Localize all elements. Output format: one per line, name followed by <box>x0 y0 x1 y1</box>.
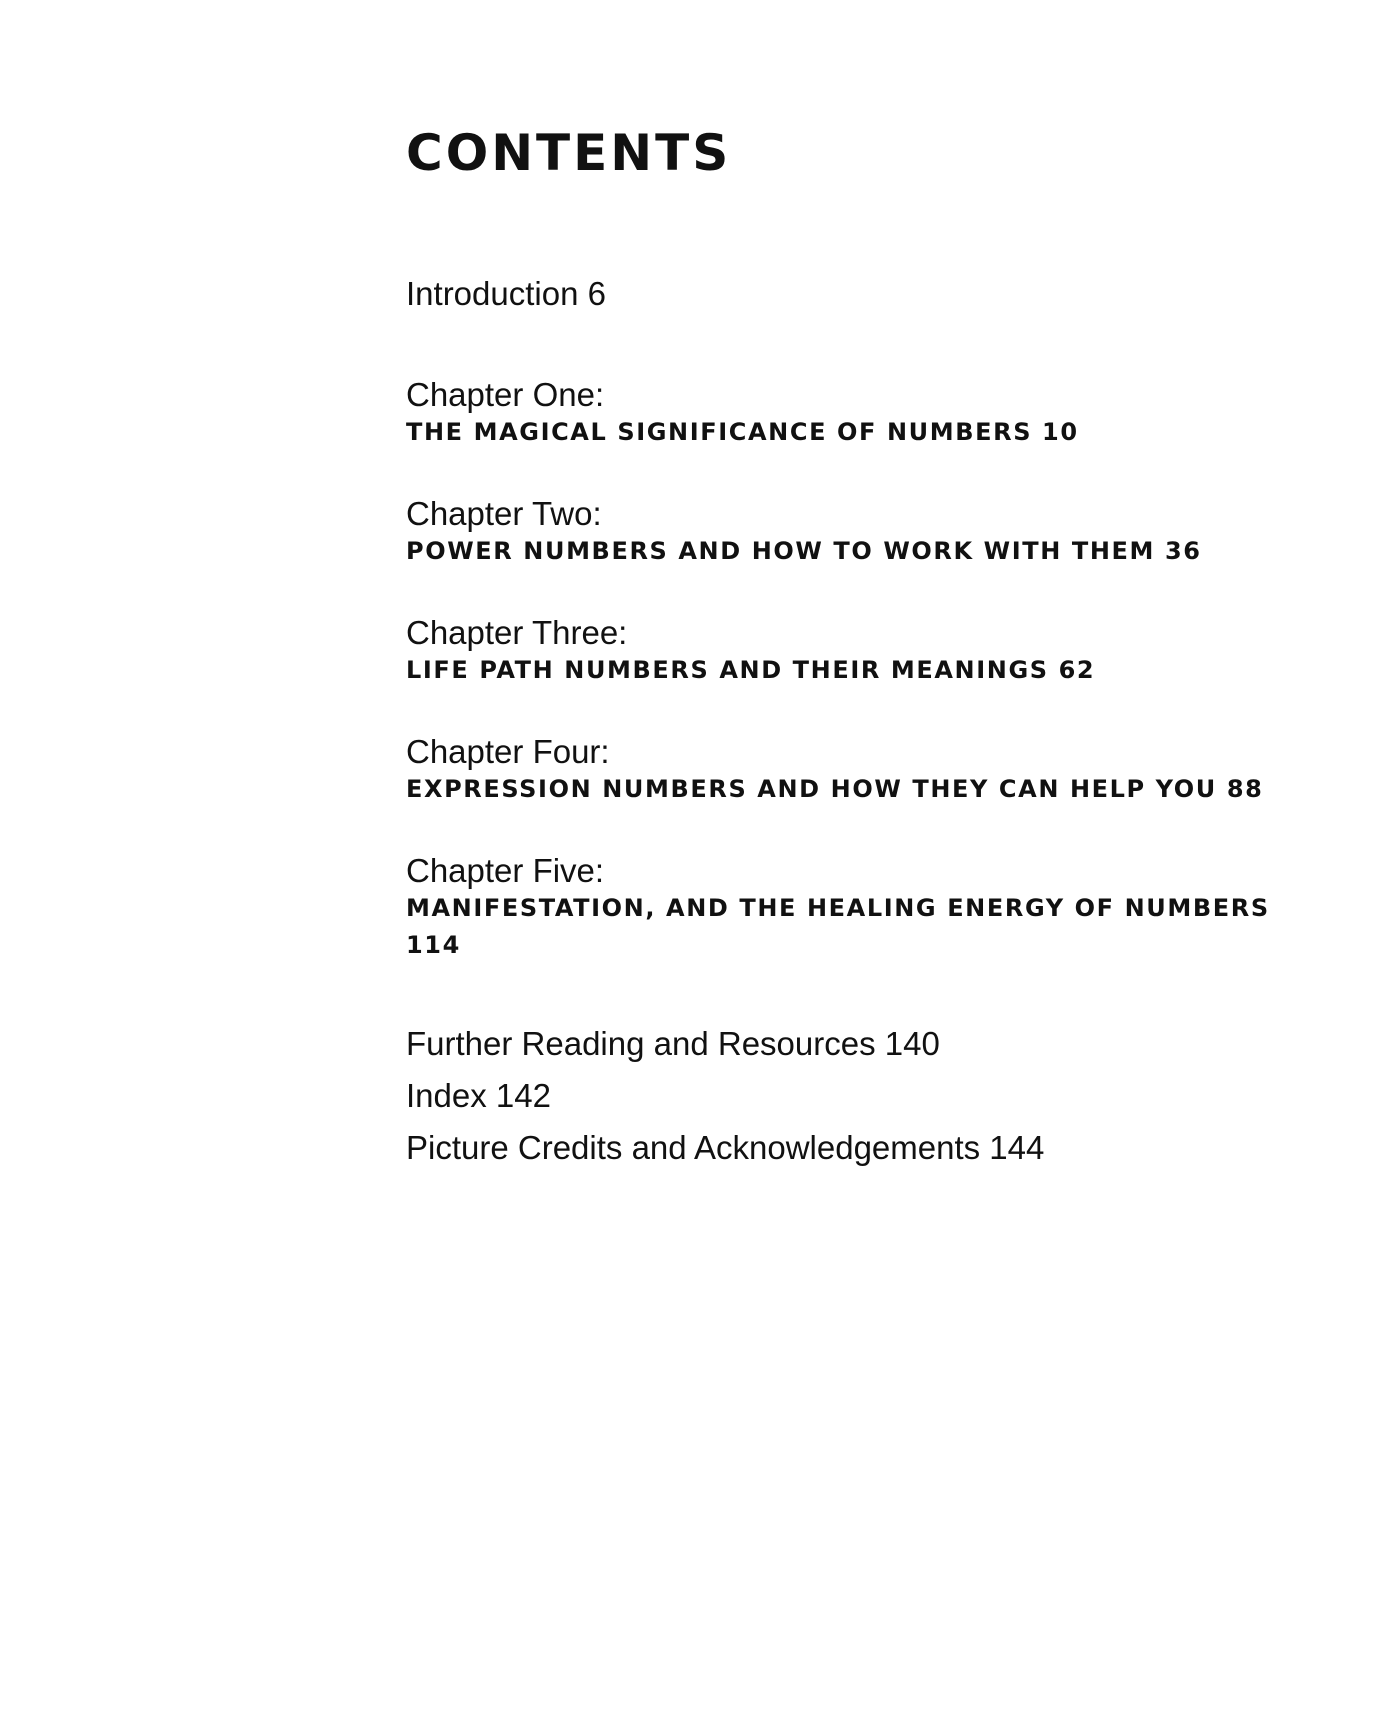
chapter-title: MANIFESTATION, AND THE HEALING ENERGY OF NUMBERS 114 <box>406 894 1270 959</box>
toc-entry-introduction[interactable]: Introduction 6 <box>406 275 606 312</box>
chapter-label: Chapter Three: <box>406 614 628 651</box>
chapter-title: POWER NUMBERS AND HOW TO WORK WITH THEM 36 <box>406 537 1202 565</box>
chapter-title: LIFE PATH NUMBERS AND THEIR MEANINGS 62 <box>406 656 1096 684</box>
toc-chapter-two[interactable] <box>406 495 1306 570</box>
toc-entry-picture-credits[interactable]: Picture Credits and Acknowledgements 144 <box>406 1129 1045 1166</box>
chapter-label: Chapter Five: <box>406 852 605 889</box>
toc-entry-further-reading[interactable]: Further Reading and Resources 140 <box>406 1025 940 1062</box>
chapter-title: EXPRESSION NUMBERS AND HOW THEY CAN HELP YOU 88 <box>406 775 1264 803</box>
toc-chapter-one[interactable] <box>406 376 1306 451</box>
page-title: CONTENTS <box>406 124 732 182</box>
toc-chapter-four[interactable] <box>406 733 1306 808</box>
chapter-title: THE MAGICAL SIGNIFICANCE OF NUMBERS 10 <box>406 418 1079 446</box>
toc-chapter-five[interactable] <box>406 852 1306 964</box>
toc-backmatter <box>406 1018 1306 1174</box>
toc-entry-index[interactable]: Index 142 <box>406 1077 551 1114</box>
chapter-label: Chapter Four: <box>406 733 610 770</box>
contents-block <box>406 124 1306 1174</box>
chapter-label: Chapter One: <box>406 376 605 413</box>
chapter-label: Chapter Two: <box>406 495 602 532</box>
toc-chapter-three[interactable] <box>406 614 1306 689</box>
